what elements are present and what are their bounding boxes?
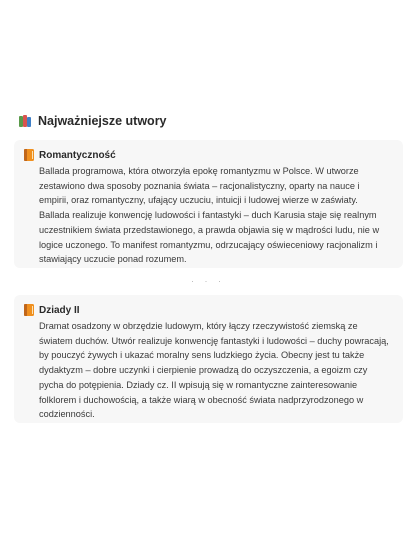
orange-book-icon — [24, 149, 34, 161]
work-title: Romantyczność — [39, 149, 116, 161]
work-card-romantycznosc — [14, 140, 403, 268]
work-title: Dziady II — [39, 304, 80, 316]
work-description: Dramat osadzony w obrzędzie ludowym, który łączy rzeczywistość ziemską ze światem duchów. Utwór realizuje konwencję fantastyki i ludowości – duchy powracają, by pouczyć żywych i ukazać moralny sens ludzkiego życia. Obecny jest tu także dydaktyzm – dobre uczynki i cierpienie prowadzą do oczyszczenia, a egoizm czy pycha do potępienia. Dziady cz. II wpisują się w romantyczne zainteresowanie folklorem i duchowością, a także wiarą w obecność świata nadprzyrodzonego w codzienności. — [39, 321, 389, 420]
work-card-header — [24, 304, 80, 316]
orange-book-icon — [24, 304, 34, 316]
work-description: Ballada programowa, która otworzyła epokę romantyzmu w Polsce. W utworze zestawiono dwa sposoby poznania świata – racjonalistyczny, oparty na nauce i empirii, oraz romantyczny, ufający uczuciu, intuicji i ludowej wierze w zaświaty. Ballada realizuje konwencję ludowości i fantastyki – duch Karusia staje się realnym uczestnikiem świata przedstawionego, a prawda objawia się w mądrości ludu, nie w logice uczonego. To manifest romantyzmu, odrzucający oświeceniowy racjonalizm i stawiający uczucie ponad rozumem. — [39, 166, 380, 265]
section-heading — [19, 114, 167, 128]
section-separator: · · · — [191, 276, 225, 286]
work-card-dziady-ii — [14, 295, 403, 423]
work-card-header — [24, 149, 116, 161]
section-title-text: Najważniejsze utwory — [38, 114, 167, 128]
books-icon — [19, 115, 32, 127]
